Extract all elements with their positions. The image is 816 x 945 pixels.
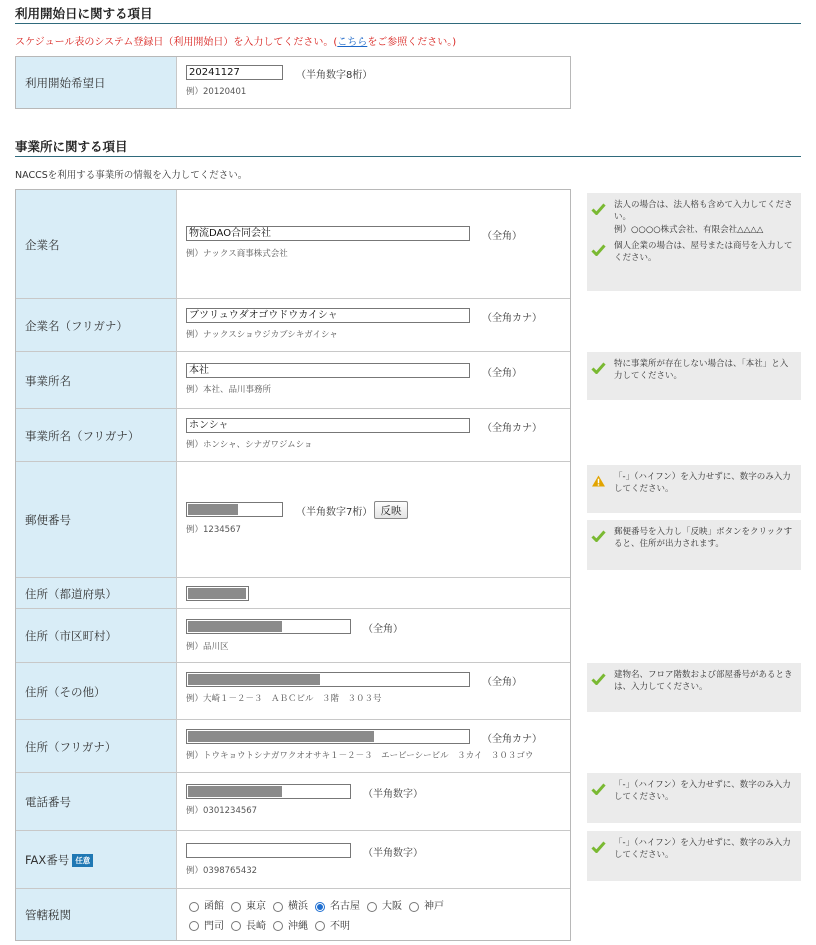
radio-button[interactable] [231,921,241,931]
tip-company [587,193,801,291]
postal-example: 例）1234567 [186,525,241,535]
check-icon [591,362,606,374]
office-kana-hint: （全角カナ） [482,423,542,434]
office-name-input[interactable]: 本社 [186,363,470,378]
address-other-label: 住所（その他） [16,663,177,720]
check-icon [591,783,606,795]
start-date-hint: （半角数字8桁） [296,70,373,81]
tip-postal-hyphen [587,465,801,513]
fax-example: 例）0398765432 [186,866,258,876]
start-date-input[interactable]: 20241127 [186,65,283,80]
phone-row [16,772,570,831]
masked-value [188,786,282,797]
check-icon [591,841,606,853]
tip-address [587,663,801,712]
tip-item: 個人企業の場合は、屋号または商号を入力してください。 [614,240,795,265]
company-name-example: 例）ナックス商事株式会社 [186,249,288,259]
postal-input[interactable] [186,502,283,517]
phone-input[interactable] [186,784,351,799]
office-kana-input[interactable]: ホンシャ [186,418,470,433]
customs-option[interactable] [273,898,308,915]
tip-phone [587,773,801,823]
customs-option-label: 沖縄 [288,920,308,932]
customs-label: 管轄税関 [16,889,177,940]
company-kana-row [16,298,570,352]
customs-option-label: 横浜 [288,901,308,912]
start-date-label: 利用開始希望日 [16,57,177,108]
customs-option-label: 門司 [204,920,224,932]
start-section-title: 利用開始日に関する項目 [15,6,153,21]
fax-label: FAX番号 任意 [16,831,177,889]
start-date-example: 例）20120401 [186,87,247,97]
customs-radio-group [189,898,451,937]
start-section-note: スケジュール表のシステム登録日（利用開始日）を入力してください。(こちらをご参照ください。) [15,37,457,48]
postal-label: 郵便番号 [16,462,177,578]
check-icon [591,203,606,215]
section-divider [15,23,801,24]
office-name-label: 事業所名 [16,352,177,409]
customs-option-label: 長崎 [246,920,266,932]
office-kana-example: 例）ホンシャ、シナガワジムショ [186,440,313,450]
customs-option-label: 名古屋 [330,901,360,912]
prefecture-row [16,577,570,609]
check-icon [591,530,606,542]
address-kana-input[interactable] [186,729,470,744]
company-name-hint: （全角） [482,231,522,242]
office-section-title: 事業所に関する項目 [15,139,128,154]
address-kana-row [16,719,570,773]
office-kana-row [16,408,570,462]
tip-item: 建物名、フロア階数および部屋番号があるときは、入力してください。 [614,669,795,694]
prefecture-select[interactable] [186,586,249,601]
tip-item: 特に事業所が存在しない場合は、「本社」と入力してください。 [614,358,795,383]
tip-item: 「-」（ハイフン）を入力せずに、数字のみ入力してください。 [614,471,795,496]
tip-office [587,352,801,400]
company-name-label: 企業名 [16,190,177,299]
tip-item: 「-」（ハイフン）を入力せずに、数字のみ入力してください。 [614,779,795,804]
address-other-example: 例）大崎１－２－３ ＡＢＣビル ３階 ３０３号 [186,694,382,704]
radio-button[interactable] [273,921,283,931]
office-name-hint: （全角） [482,368,522,379]
radio-button[interactable] [409,902,419,912]
tip-fax [587,831,801,881]
customs-row [16,888,570,940]
customs-option-label: 大阪 [382,901,402,912]
start-date-row [16,57,570,108]
masked-value [188,588,246,599]
address-kana-label: 住所（フリガナ） [16,720,177,773]
optional-badge: 任意 [72,854,93,867]
company-name-input[interactable]: 物流DAO合同会社 [186,226,470,241]
customs-option-label: 神戸 [424,901,444,912]
customs-option[interactable] [409,898,444,915]
office-name-row [16,351,570,409]
fax-input[interactable] [186,843,351,858]
phone-hint: （半角数字） [363,789,423,800]
warning-icon [591,475,606,487]
customs-option-label: 函館 [204,901,224,912]
customs-option[interactable] [231,918,266,935]
customs-option[interactable] [189,898,224,915]
tip-item: 「-」（ハイフン）を入力せずに、数字のみ入力してください。 [614,837,795,862]
city-example: 例）品川区 [186,642,229,652]
office-form [15,189,571,941]
customs-option-label: 東京 [246,901,266,912]
radio-button[interactable] [367,902,377,912]
tip-item: 法人の場合は、法人格も含めて入力してください。 例）○○○○株式会社、有限会社△△△△ [614,199,795,236]
phone-label: 電話番号 [16,773,177,831]
address-kana-hint: （全角カナ） [482,734,542,745]
masked-value [188,674,320,685]
fax-row [16,830,570,889]
fax-hint: （半角数字） [363,848,423,859]
customs-option[interactable] [315,898,360,915]
customs-option[interactable] [231,898,266,915]
city-hint: （全角） [363,624,403,635]
customs-option[interactable] [315,918,350,935]
tip-item: 郵便番号を入力し「反映」ボタンをクリックすると、住所が出力されます。 [614,526,795,551]
section-divider [15,156,801,157]
reference-link[interactable]: こちら [337,37,368,48]
customs-option[interactable] [189,918,224,935]
masked-value [188,731,374,742]
start-date-form [15,56,571,109]
tip-postal-reflect [587,520,801,570]
office-name-example: 例）本社、品川事務所 [186,385,272,395]
office-section-note: NACCSを利用する事業所の情報を入力してください。 [15,170,248,181]
customs-option[interactable] [367,898,402,915]
company-kana-label: 企業名（フリガナ） [16,299,177,352]
customs-option[interactable] [273,918,308,935]
masked-value [188,504,238,515]
postal-row [16,461,570,578]
radio-button[interactable] [189,921,199,931]
masked-value [188,621,282,632]
radio-button[interactable] [273,902,283,912]
phone-example: 例）0301234567 [186,806,258,816]
company-kana-example: 例）ナックスショウジカブシキガイシャ [186,330,338,340]
company-name-row [16,190,570,299]
city-row [16,608,570,663]
office-kana-label: 事業所名（フリガナ） [16,409,177,462]
check-icon [591,244,606,256]
postal-hint: （半角数字7桁） [296,507,373,518]
check-icon [591,673,606,685]
address-kana-example: 例）トウキョウトシナガワクオオサキ１－２－３ エービーシービル ３カイ ３０３ゴウ [186,751,534,761]
address-other-hint: （全角） [482,677,522,688]
radio-button[interactable] [315,921,325,931]
prefecture-label: 住所（都道府県） [16,578,177,609]
address-other-input[interactable] [186,672,470,687]
radio-button[interactable] [231,902,241,912]
city-input[interactable] [186,619,351,634]
address-other-row [16,662,570,720]
city-label: 住所（市区町村） [16,609,177,663]
reflect-address-button[interactable]: 反映 [374,501,408,519]
radio-button[interactable] [315,902,325,912]
radio-button[interactable] [189,902,199,912]
company-kana-hint: （全角カナ） [482,313,542,324]
customs-option-label: 不明 [330,920,350,932]
company-kana-input[interactable]: ブツリュウダオゴウドウカイシャ [186,308,470,323]
